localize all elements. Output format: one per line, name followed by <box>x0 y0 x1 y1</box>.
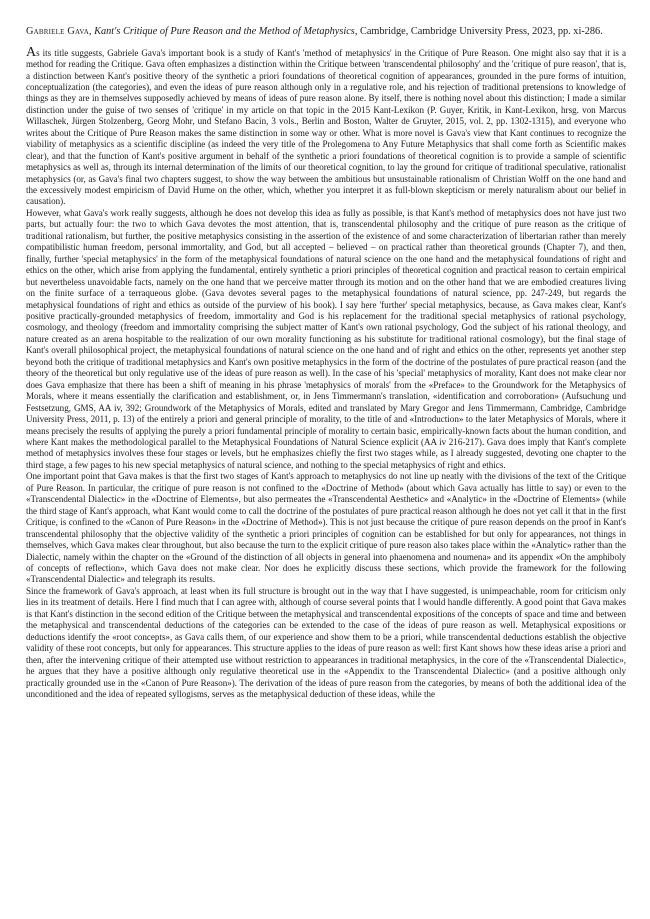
review-page <box>26 26 626 700</box>
reference-title-part3: and the Method of Metaphysics <box>225 26 355 37</box>
paragraph-1: As its title suggests, Gabriele Gava's important book is a study of Kant's 'method of metaphysics' in the Critique of Pure Reason. One might also say that it is a method for reading the Critique. Gava often emphasizes a distinction within the Critique between 'transcendental philosophy' and the 'critique of pure reason', that is, a distinction between Kant's positive theory of the synthetic a priori foundations of theoretical cognition of appearances, grounded in the pure forms of intuition, conceptualization (the categories), and even the ideas of pure reason although only in a regulative role, and his rejection of traditional pretensions to knowledge of things as they are in themselves supposedly achieved by means of ideas of pure reason alone. By itself, there is nothing novel about this distinction; I made a similar distinction under the guise of two senses of 'critique' in my article on that topic in the 2015 Kant-Lexikon (P. Guyer, Kritik, in Kant-Lexikon, hrsg. von Marcus Willaschek, Jürgen Stolzenberg, Georg Mohr, und Stefano Bacin, 3 vols., Berlin and Boston, Walter de Gruyter, 2015, vol. 2, pp. 1302-1315), and everyone who writes about the Critique of Pure Reason makes the same distinction in some way or other. What is more novel is Gava's view that Kant continues to recognize the viability of metaphysics as a scientific discipline (as indeed the very title of the Prolegomena to Any Future Metaphysics that shall come forth as Scientific makes clear), and that the function of Kant's positive argument in behalf of the synthetic a priori foundations of theoretical cognition is to provide a sample of scientific metaphysics as well as, through its internal determination of the limits of our theoretical cognition, to lay the ground for critique of traditional speculative, rationalist metaphysics (or, as Gava's final two chapters suggest, to show the way between the ambitious but unsustainable rationalism of Christian Wolff on the one hand and the excessively modest empiricism of David Hume on the other, which, whether you interpret it as full-blown skepticism or merely naturalism about our belief in causation). <box>26 44 626 207</box>
reference-title-part2: Critique of Pure Reason <box>122 26 223 37</box>
reference-title-part1: Kant's <box>94 26 121 37</box>
paragraph-4: Since the framework of Gava's approach, at least when its full structure is brought out in the way that I have suggested, is unimpeachable, room for criticism only lies in its treatment of details. Here I find much that I can agree with, although of course several points that I would handle differently. A good point that Gava makes is that Kant's distinction in the second edition of the Critique between the metaphysical and transcendental expositions of the concepts of space and time and between the metaphysical and transcendental deductions of the categories can be extended to the case of the ideas of pure reason as well. Metaphysical expositions or deductions identify the «root concepts», as Gava calls them, of our experience and show them to be a priori, while transcendental deductions establish the objective validity of these root concepts, but only for appearances. This structure applies to the ideas of pure reason as well: first Kant shows how these ideas arise a priori and then, after the intervening critique of their attempted use without restriction to appearances in traditional metaphysics, in the core of the «Transcendental Dialectic», he argues that they have a positive although only regulative theoretical use in the «Appendix to the Transcendental Dialectic» (and a positive although only practically grounded use in the «Canon of Pure Reason»). The derivation of the ideas of pure reason from the categories, by means of both the additional idea of the unconditioned and the idea of repeated syllogisms, serves as the metaphysical deduction of these ideas, while the <box>26 585 626 699</box>
reference-author: Gabriele Gava <box>26 26 89 37</box>
book-reference: Gabriele Gava, Kant's Critique of Pure Reason and the Method of Metaphysics, Cambridge, Cambridge University Press, 2023, pp. xi-286. <box>26 26 603 37</box>
reference-publisher: , Cambridge, Cambridge University Press, 2023, pp. xi-286. <box>354 26 603 37</box>
paragraph-2: However, what Gava's work really suggests, although he does not develop this idea as fully as possible, is that Kant's method of metaphysics does not have just two parts, but actually four: the two to which Gava devotes the most attention, that is, transcendental philosophy and the critique of pure reason as the critique of traditional rationalism, but further, the positive metaphysics consisting in the assertion of the existence of and some characterization of libertarian rather than merely compatibilistic human freedom, personal immortality, and God, but all accepted – believed – on practical rather than theoretical grounds (Chapter 7), and then, finally, further 'special metaphysics' in the form of the metaphysical foundations of natural science on the one hand and the metaphysical foundations of right and ethics on the other, which arise from applying the fundamental, entirely synthetic a priori principles of theoretical cognition and practical reason to certain empirical but nevertheless unavoidable facts, namely on the one hand that we perceive matter through its motion and on the other hand that we are embodied creatures living on the finite surface of a terraqueous globe. (Gava devotes several pages to the metaphysical foundations of natural science, pp. 247-249, but regards the metaphysical foundations of right and ethics as outside of the purview of his book). I say here 'further' special metaphysics, because, as Gava makes clear, Kant's positive practically-grounded metaphysics of freedom, immortality and God is his replacement for the traditional special metaphysics of rational psychology, cosmology, and theology (freedom and immortality comprising the subject matter of Kant's own rational psychology, God the subject of his rational theology, and nature created as an arena hospitable to the realization of our own morality functioning as his substitute for traditional rational cosmology), but the final stage of Kant's overall philosophical project, the metaphysical foundations of natural science on the one hand and of right and ethics on the other, represents yet another step beyond both the critique of traditional metaphysics and Kant's own positive metaphysics in the form of the doctrine of the postulates of pure practical reason (and the theory of the theoretical but only regulative use of the ideas of pure reason as well). In the case of his 'special' metaphysics of morality, Kant does not make clear nor does Gava emphasize that there has been a shift of meaning in his phrase 'metaphysics of morals' from the «Preface» to the Groundwork for the Metaphysics of Morals, where it means essentially the clarification and establishment, or, in Jens Timmermann's translation, «identification and corroboration» (Aufsuchung und Festsetzung, GMS, AA iv, 392; Groundwork of the Metaphysics of Morals, edited and translated by Mary Gregor and Jens Timmermann, Cambridge, Cambridge University Press, 2011, p. 13) of the entirely a priori and general principle of morality, to the title of and «Introduction» to the later Metaphysics of Morals, where it means precisely the results of applying the purely a priori fundamental principle of morality to certain basic, empirically-known facts about the human condition, and where Kant makes the methodological parallel to the Metaphysical Foundations of Natural Science explicit (AA iv 216-217). Gava does imply that Kant's complete method of metaphysics involves these four stages or levels, but he emphasizes chiefly the first two stages while, as I already suggested, devoting one chapter to the third stage, a few pages to his new special metaphysics of natural science, and nothing to the special metaphysics of right and ethics. <box>26 207 626 470</box>
paragraph-3: One important point that Gava makes is that the first two stages of Kant's approach to metaphysics do not line up neatly with the divisions of the text of the Critique of Pure Reason. In particular, the critique of pure reason is not confined to the «Doctrine of Method» (about which Gava actually has little to say) or even to the «Transcendental Dialectic» in the «Doctrine of Elements», but also permeates the «Transcendental Aesthetic» and «Analytic» in the «Doctrine of Elements» (while the third stage of Kant's approach, what Kant would come to call the doctrine of the postulates of pure practical reason although he does not yet call it that in the first Critique, is confined to the «Canon of Pure Reason» in the «Doctrine of Method»). This is not just because the critique of pure reason depends on the proof in Kant's transcendental philosophy that the objective validity of the synthetic a priori principles of cognition can be established for but only for appearances, not things in themselves, which Gava makes clear throughout, but also because the turn to the explicit critique of pure reason also takes place within the «Analytic» rather than the Dialectic, namely within the chapter on the «Ground of the distinction of all objects in general into phaenomena and noumena» and its appendix «On the amphiboly of concepts of reflection», which Gava does not make clear. Nor does he explicitly discuss these sections, which provide the framework for the following «Transcendental Dialectic» and telegraph its results. <box>26 471 626 585</box>
